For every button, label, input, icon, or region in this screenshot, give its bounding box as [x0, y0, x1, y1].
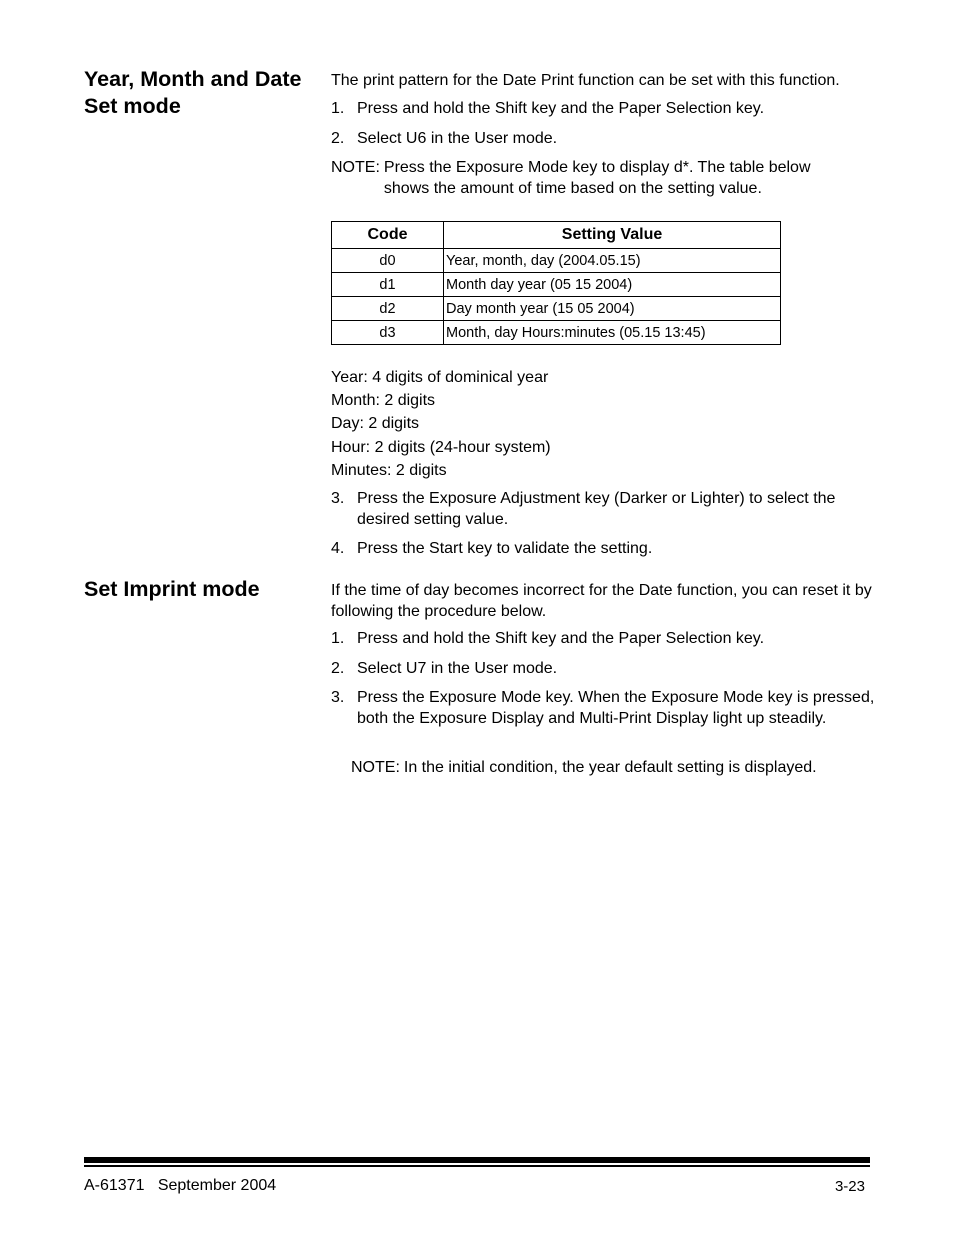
- note-label: NOTE:: [351, 759, 400, 776]
- step-number: 3.: [331, 689, 345, 706]
- info-line-day: Day: 2 digits: [331, 415, 420, 433]
- date-set-step-1: [331, 99, 876, 120]
- info-line-hour: Hour: 2 digits (24-hour system): [331, 438, 551, 456]
- table-cell-code: d0: [332, 249, 444, 273]
- step-text: Press the Exposure Mode key. When the Exposure Mode key is pressed, both the Exposure Display and Multi-Print Display light up steadily.: [357, 689, 875, 727]
- step-text: Press the Start key to validate the setting.: [357, 540, 653, 557]
- table-row: [332, 249, 781, 273]
- step-number: 3.: [331, 490, 345, 507]
- imprint-note: [351, 758, 876, 779]
- date-set-intro: The print pattern for the Date Print function can be set with this function.: [331, 72, 840, 89]
- table-cell-value: Day month year (15 05 2004): [444, 297, 781, 321]
- table-header-code: Code: [332, 222, 444, 249]
- step-text: Press the Exposure Adjustment key (Darker or Lighter) to select the desired setting value.: [357, 490, 836, 528]
- step-number: 2.: [331, 660, 345, 677]
- step-text: Press and hold the Shift key and the Paper Selection key.: [357, 100, 765, 117]
- table-header-setting-value: Setting Value: [444, 222, 781, 249]
- footer-doc-id: A-61371 September 2004: [84, 1177, 277, 1194]
- footer-rule-thick: [84, 1157, 870, 1163]
- step-number: 4.: [331, 540, 345, 557]
- date-format-table: [331, 221, 781, 345]
- step-text: Select U7 in the User mode.: [357, 660, 558, 677]
- info-line-year: Year: 4 digits of dominical year: [331, 369, 549, 386]
- table-cell-value: Year, month, day (2004.05.15): [444, 249, 781, 273]
- step-number: 1.: [331, 100, 345, 117]
- note-text: In the initial condition, the year default setting is displayed.: [403, 759, 817, 776]
- imprint-intro: If the time of day becomes incorrect for the Date function, you can reset it by following the procedure below.: [331, 582, 872, 620]
- step-number: 2.: [331, 130, 345, 147]
- imprint-step-3: [331, 688, 876, 729]
- digit-info-list: [331, 366, 551, 482]
- table-cell-code: d3: [332, 321, 444, 345]
- step-text: Select U6 in the User mode.: [357, 130, 558, 147]
- table-cell-code: d2: [332, 297, 444, 321]
- table-cell-code: d1: [332, 273, 444, 297]
- imprint-step-2: [331, 659, 876, 680]
- table-row: [332, 321, 781, 345]
- table-header-row: [332, 222, 781, 249]
- info-line-minutes: Minutes: 2 digits: [331, 461, 447, 479]
- table-cell-value: Month day year (05 15 2004): [444, 273, 781, 297]
- step-number: 1.: [331, 630, 345, 647]
- table-row: [332, 273, 781, 297]
- section-title-date-set: Year, Month and Date Set mode: [84, 67, 302, 118]
- section-title-imprint: Set Imprint mode: [84, 577, 260, 601]
- date-set-step-3: [331, 489, 876, 530]
- step-text: Press and hold the Shift key and the Paper Selection key.: [357, 630, 765, 647]
- footer-rule-thin: [84, 1165, 870, 1167]
- date-set-note: [331, 158, 851, 199]
- table-cell-value: Month, day Hours:minutes (05.15 13:45): [444, 321, 781, 345]
- table-row: [332, 297, 781, 321]
- note-text: Press the Exposure Mode key to display d*. The table below shows the amount of time based on the setting value.: [383, 159, 811, 197]
- imprint-step-1: [331, 629, 876, 650]
- date-set-step-2: [331, 129, 876, 150]
- footer-page-number: 3-23: [834, 1178, 865, 1195]
- note-label: NOTE:: [331, 159, 380, 176]
- info-line-month: Month: 2 digits: [331, 392, 436, 410]
- date-set-step-4: [331, 539, 876, 560]
